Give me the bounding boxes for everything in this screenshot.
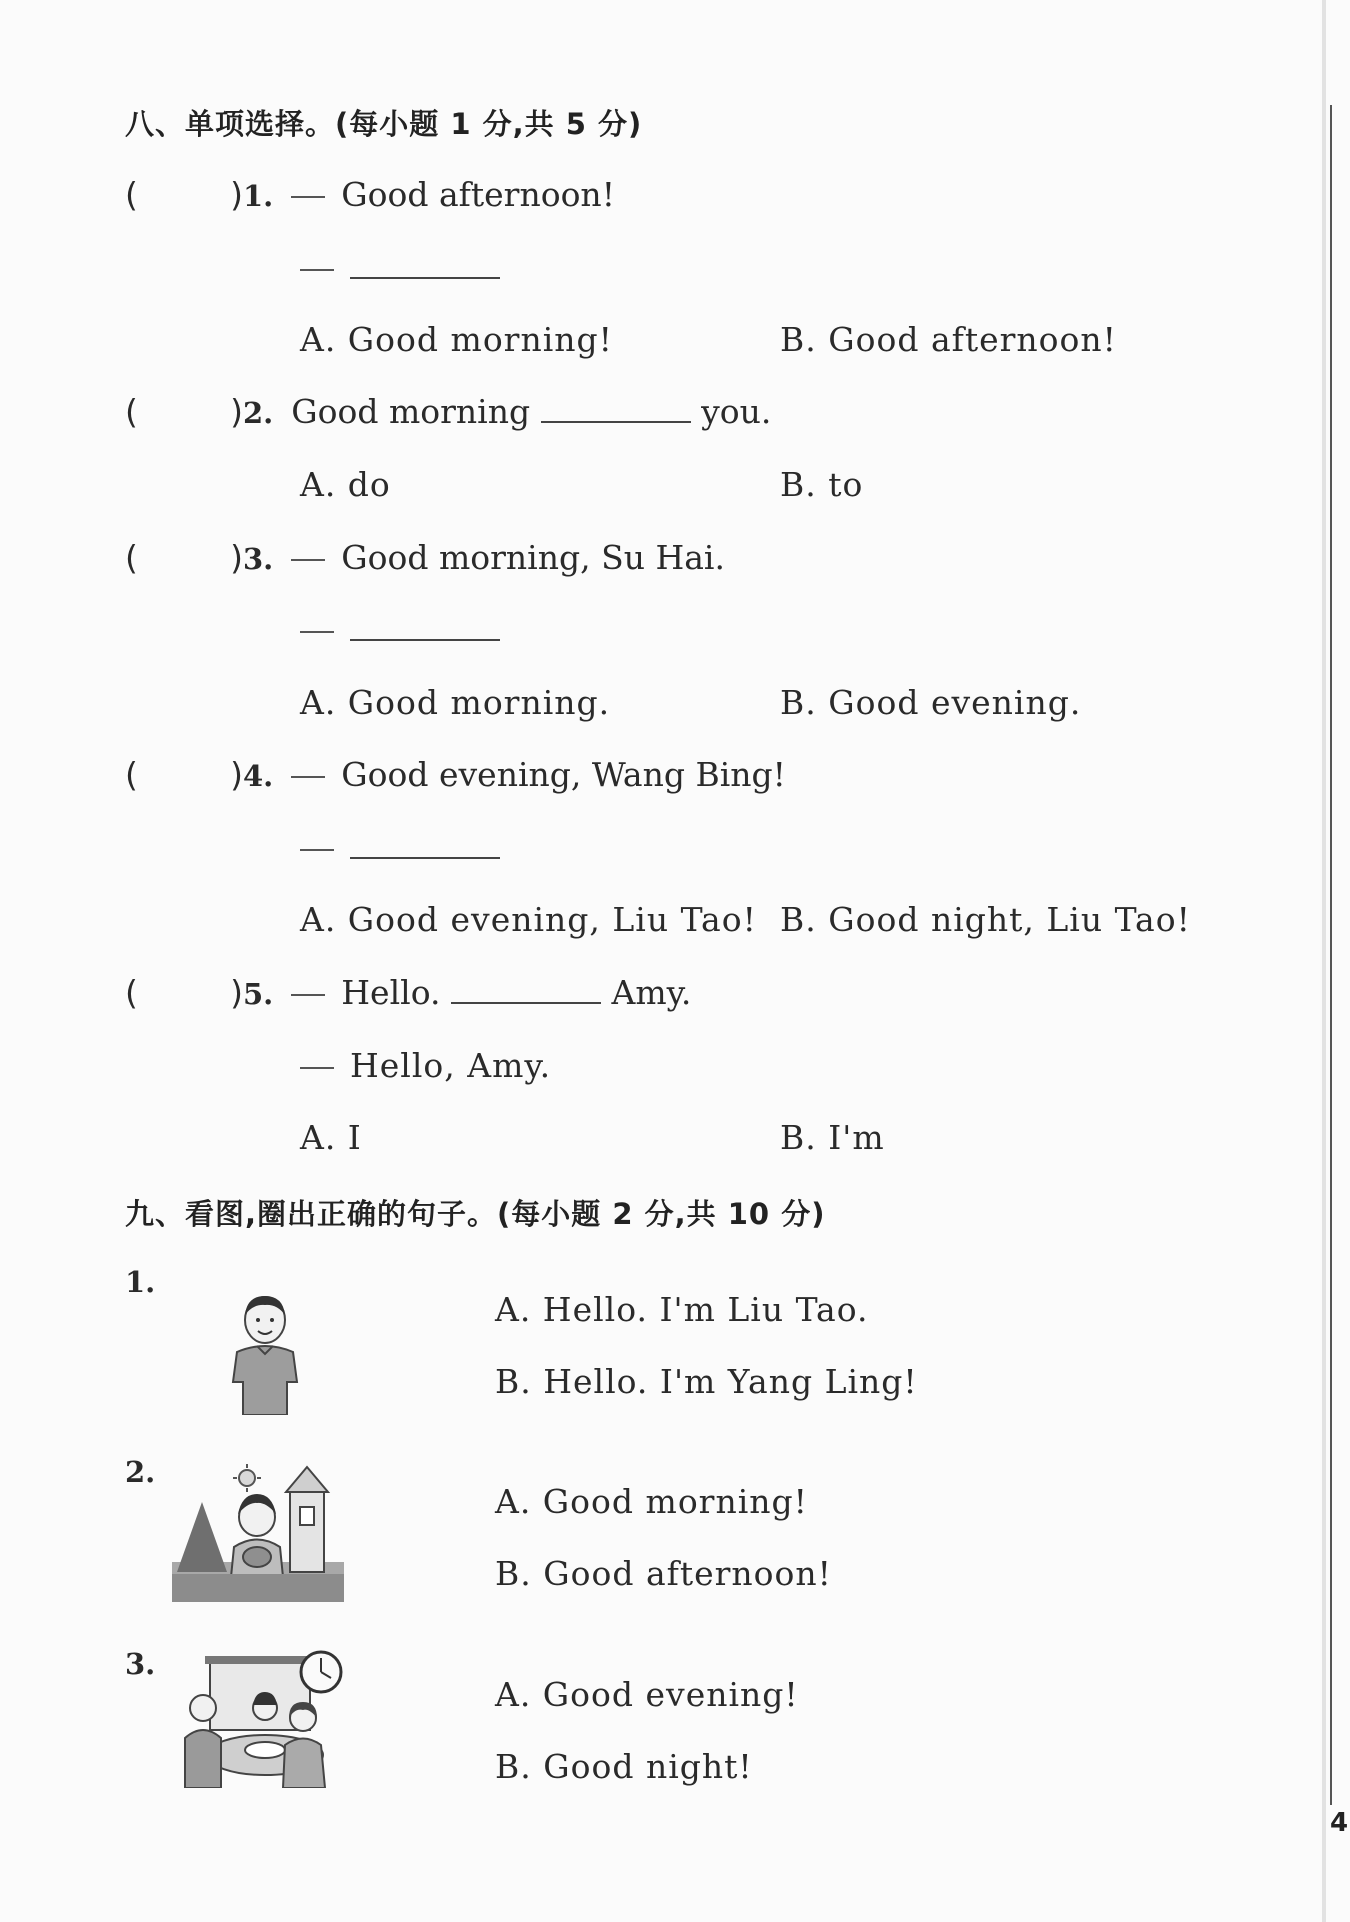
prompt-after: Amy. [611,973,692,1012]
dash [300,631,334,633]
boy-illustration [225,1290,305,1419]
question-prompt: Good morning, Su Hai. [341,538,725,577]
reply-text: Hello, Amy. [350,1046,552,1085]
question-5 [125,973,691,1012]
question-prompt: Good evening, Wang Bing! [341,755,786,794]
reply-line-3 [300,610,500,649]
prompt-before: Hello. [341,973,441,1012]
prompt-before: Good morning [291,392,531,431]
answer-paren[interactable]: ( ) [125,392,243,431]
answer-paren[interactable]: ( ) [125,175,243,214]
question-2 [125,392,771,431]
question-prompt: Good afternoon! [341,175,615,214]
option-a: A. do [300,465,391,504]
answer-blank[interactable] [350,856,500,859]
question-number: 3. [243,542,274,576]
option-b: B. I'm [780,1118,885,1157]
answer-paren[interactable]: ( ) [125,755,243,794]
option-b: B. Good evening. [780,683,1082,722]
answer-blank[interactable] [350,276,500,279]
reply-line-4 [300,828,500,867]
family-dinner-clock-illustration [175,1650,347,1792]
dash [291,994,325,996]
page-edge [1322,0,1326,1922]
dash [300,269,334,271]
section-9-heading: 九、看图,圈出正确的句子。(每小题 2 分,共 10 分) [125,1197,826,1231]
option-b: B. to [780,465,864,504]
girl-outdoors-sun-illustration [172,1462,344,1606]
page-number: 4 [1330,1808,1349,1838]
question-4 [125,755,786,794]
option-a[interactable]: A. Good evening! [495,1675,799,1714]
question-number: 2. [243,396,274,430]
prompt-after: you. [701,392,772,431]
answer-blank[interactable] [350,638,500,641]
dash [291,559,325,561]
reply-line-5 [300,1046,551,1085]
dash [291,776,325,778]
option-a: A. Good evening, Liu Tao! [300,900,757,939]
answer-blank[interactable] [541,420,691,423]
section-8-heading: 八、单项选择。(每小题 1 分,共 5 分) [125,107,643,141]
option-a: A. I [300,1118,362,1157]
option-a: A. Good morning. [300,683,611,722]
item-number: 1. [125,1265,156,1299]
item-number: 2. [125,1455,156,1489]
answer-blank[interactable] [451,1001,601,1004]
item-number: 3. [125,1647,156,1681]
dash [300,849,334,851]
option-a[interactable]: A. Good morning! [495,1482,808,1521]
reply-line-1 [300,248,500,287]
question-3 [125,538,725,577]
option-b: B. Good night, Liu Tao! [780,900,1191,939]
dash [300,1067,334,1069]
question-number: 4. [243,759,274,793]
option-a[interactable]: A. Hello. I'm Liu Tao. [495,1290,869,1329]
question-number: 1. [243,179,274,213]
option-b[interactable]: B. Hello. I'm Yang Ling! [495,1362,918,1401]
binding-line [1330,105,1332,1805]
answer-paren[interactable]: ( ) [125,538,243,577]
option-a: A. Good morning! [300,320,613,359]
option-b: B. Good afternoon! [780,320,1117,359]
question-1 [125,175,615,214]
option-b[interactable]: B. Good night! [495,1747,753,1786]
answer-paren[interactable]: ( ) [125,973,243,1012]
option-b[interactable]: B. Good afternoon! [495,1554,832,1593]
question-number: 5. [243,977,274,1011]
dash [291,196,325,198]
